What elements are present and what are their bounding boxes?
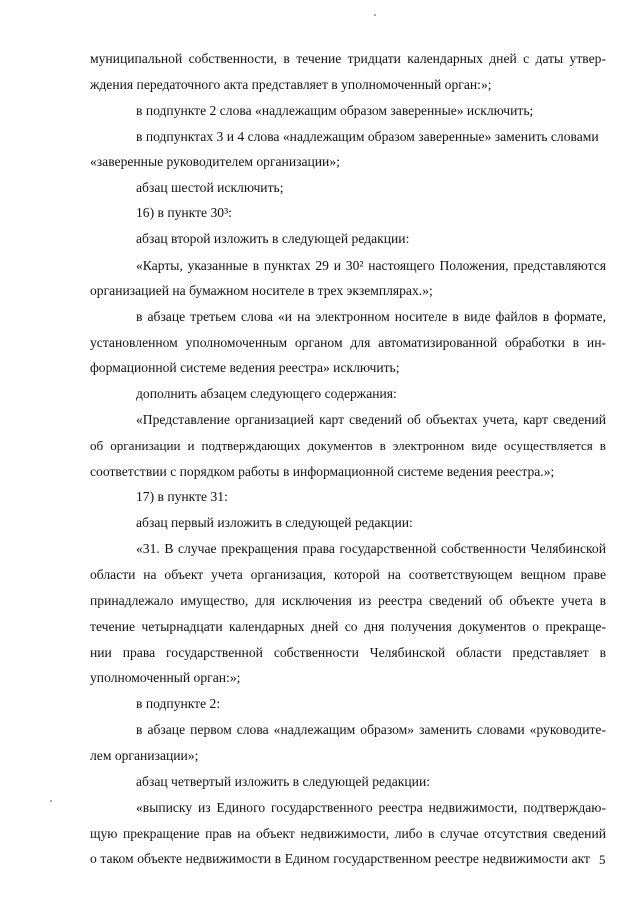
text-line: 17) в пункте 31: bbox=[136, 489, 228, 504]
text-line: 16) в пункте 30³: bbox=[136, 205, 232, 220]
scan-speck bbox=[374, 14, 376, 16]
text-line: организацией на бумажном носителе в трех экземплярах.»; bbox=[90, 283, 433, 298]
text-line: области на объект учета организация, которой на соответствующем вещном праве bbox=[90, 567, 606, 582]
scan-speck bbox=[50, 800, 52, 802]
text-line: «31. В случае прекращения права государственной собственности Челябинской bbox=[136, 541, 606, 556]
text-line: в подпункте 2: bbox=[136, 696, 221, 711]
text-line: лем организации»; bbox=[90, 748, 199, 763]
text-line: в подпунктах 3 и 4 слова «надлежащим образом заверенные» заменить словами bbox=[136, 129, 599, 144]
text-line: нии права государственной собственности Челябинской области представляет в bbox=[90, 645, 606, 660]
text-line: «Представление организацией карт сведений об объектах учета, карт сведений bbox=[136, 412, 606, 427]
text-line: «Карты, указанные в пунктах 29 и 30² настоящего Положения, представляются bbox=[136, 258, 606, 273]
text-line: абзац первый изложить в следующей редакции: bbox=[136, 515, 413, 530]
text-line: в подпункте 2 слова «надлежащим образом заверенные» исключить; bbox=[136, 103, 534, 118]
text-line: дополнить абзацем следующего содержания: bbox=[136, 386, 397, 401]
text-line: уполномоченный орган:»; bbox=[90, 670, 241, 685]
text-line: соответствии с порядком работы в информационной системе ведения реестра.»; bbox=[90, 464, 555, 479]
text-line: «выписку из Единого государственного реестра недвижимости, подтверждаю- bbox=[136, 800, 606, 815]
text-line: щую прекращение прав на объект недвижимости, либо в случае отсутствия сведений bbox=[90, 826, 606, 841]
text-line: установленном уполномоченным органом для автоматизированной обработки в ин- bbox=[90, 335, 606, 350]
text-line: в абзаце третьем слова «и на электронном носителе в виде файлов в формате, bbox=[136, 309, 606, 324]
text-line: ждения передаточного акта представляет в уполномоченный орган:»; bbox=[90, 77, 492, 92]
text-line: абзац шестой исключить; bbox=[136, 180, 284, 195]
text-line: течение четырнадцати календарных дней со дня получения документов о прекраще- bbox=[90, 619, 606, 634]
text-line: принадлежало имущество, для исключения из реестра сведений об объекте учета в bbox=[90, 593, 606, 608]
text-line: в абзаце первом слова «надлежащим образом» заменить словами «руководите- bbox=[136, 722, 606, 737]
text-line: формационной системе ведения реестра» исключить; bbox=[90, 360, 400, 375]
text-line: о таком объекте недвижимости в Едином государственном реестре недвижимости акт bbox=[90, 851, 590, 866]
text-line: «заверенные руководителем организации»; bbox=[90, 154, 340, 169]
text-line: абзац второй изложить в следующей редакции: bbox=[136, 231, 410, 246]
text-line: об организации и подтверждающих документов в электронном виде осуществляется в bbox=[90, 438, 606, 453]
text-line: абзац четвертый изложить в следующей редакции: bbox=[136, 774, 431, 789]
text-line: муниципальной собственности, в течение тридцати календарных дней с даты утвер- bbox=[90, 51, 606, 66]
page-number: 5 bbox=[599, 852, 606, 867]
